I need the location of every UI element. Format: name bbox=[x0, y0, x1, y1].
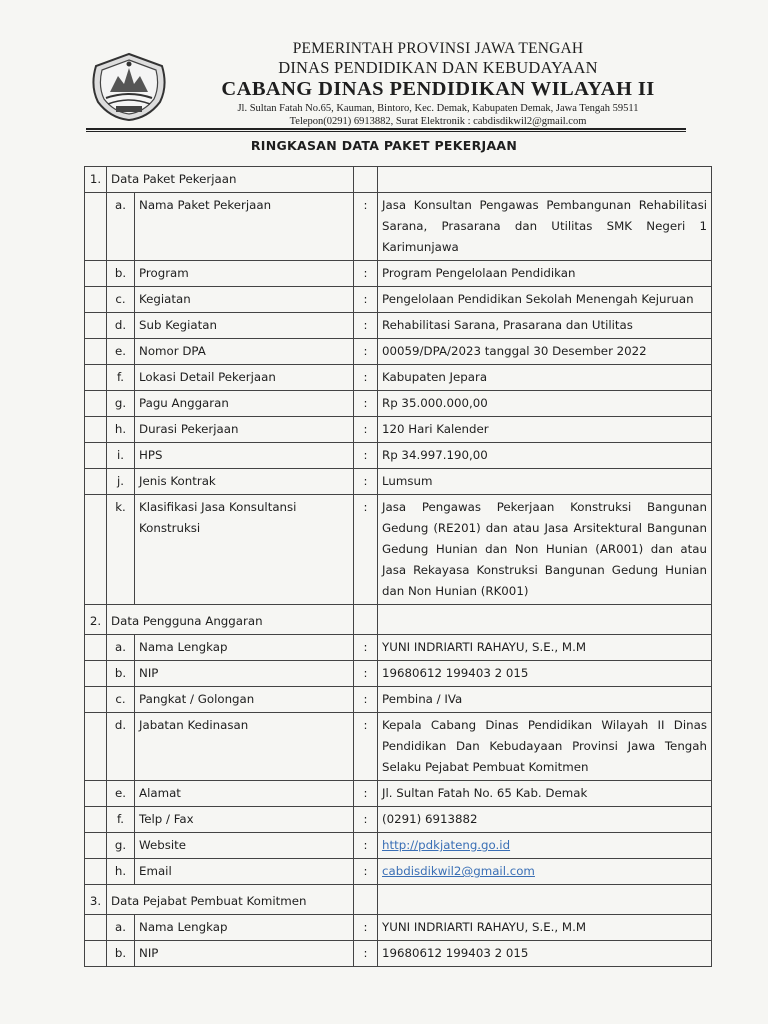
row-label: Website bbox=[135, 833, 354, 859]
row-number-cell bbox=[85, 833, 107, 859]
row-value bbox=[378, 313, 712, 339]
row-value bbox=[378, 495, 712, 605]
row-number-cell bbox=[85, 313, 107, 339]
table-row bbox=[85, 339, 712, 365]
row-number-cell bbox=[85, 635, 107, 661]
row-letter: h. bbox=[107, 417, 135, 443]
row-colon: : bbox=[354, 339, 378, 365]
row-value-text: 19680612 199403 2 015 bbox=[382, 946, 529, 960]
row-colon: : bbox=[354, 713, 378, 781]
row-letter: h. bbox=[107, 859, 135, 885]
row-value bbox=[378, 915, 712, 941]
row-number-cell bbox=[85, 193, 107, 261]
row-colon: : bbox=[354, 287, 378, 313]
row-number-cell bbox=[85, 417, 107, 443]
row-value-text: 19680612 199403 2 015 bbox=[382, 666, 529, 680]
row-letter: a. bbox=[107, 915, 135, 941]
row-label: Sub Kegiatan bbox=[135, 313, 354, 339]
row-value bbox=[378, 635, 712, 661]
row-value[interactable] bbox=[378, 859, 712, 885]
row-letter: c. bbox=[107, 687, 135, 713]
row-label: Alamat bbox=[135, 781, 354, 807]
row-label: Email bbox=[135, 859, 354, 885]
row-label: Telp / Fax bbox=[135, 807, 354, 833]
row-letter: e. bbox=[107, 781, 135, 807]
header-line-3: CABANG DINAS PENDIDIKAN WILAYAH II bbox=[221, 78, 655, 100]
row-letter: e. bbox=[107, 339, 135, 365]
section-value-cell bbox=[378, 605, 712, 635]
row-value-text: Kepala Cabang Dinas Pendidikan Wilayah II Dinas Pendidikan Dan Kebudayaan Provinsi Jawa Tengah Selaku Pejabat Pembuat Komitmen bbox=[382, 718, 707, 774]
table-row bbox=[85, 417, 712, 443]
row-value-text: (0291) 6913882 bbox=[382, 812, 478, 826]
row-value-link[interactable]: http://pdkjateng.go.id bbox=[382, 838, 511, 852]
row-number-cell bbox=[85, 941, 107, 967]
header-line-1: PEMERINTAH PROVINSI JAWA TENGAH bbox=[292, 40, 584, 57]
row-value bbox=[378, 261, 712, 287]
table-row bbox=[85, 365, 712, 391]
section-header-row bbox=[85, 885, 712, 915]
table-row bbox=[85, 635, 712, 661]
row-letter: c. bbox=[107, 287, 135, 313]
row-number-cell bbox=[85, 261, 107, 287]
row-number-cell bbox=[85, 391, 107, 417]
row-colon: : bbox=[354, 941, 378, 967]
table-row bbox=[85, 713, 712, 781]
row-label: Jabatan Kedinasan bbox=[135, 713, 354, 781]
letterhead bbox=[0, 0, 768, 140]
row-letter: d. bbox=[107, 313, 135, 339]
table-row bbox=[85, 941, 712, 967]
row-colon: : bbox=[354, 833, 378, 859]
section-header-row bbox=[85, 167, 712, 193]
row-label: NIP bbox=[135, 941, 354, 967]
row-value bbox=[378, 287, 712, 313]
row-value[interactable] bbox=[378, 833, 712, 859]
row-colon: : bbox=[354, 859, 378, 885]
table-row bbox=[85, 261, 712, 287]
row-letter: g. bbox=[107, 833, 135, 859]
row-value-text: Rehabilitasi Sarana, Prasarana dan Utilitas bbox=[382, 318, 633, 332]
row-label: Durasi Pekerjaan bbox=[135, 417, 354, 443]
row-colon: : bbox=[354, 687, 378, 713]
row-colon: : bbox=[354, 469, 378, 495]
table-row bbox=[85, 495, 712, 605]
row-number-cell bbox=[85, 339, 107, 365]
row-letter: f. bbox=[107, 365, 135, 391]
row-label: Klasifikasi Jasa Konsultansi Konstruksi bbox=[135, 495, 354, 605]
header-divider-thin bbox=[86, 131, 686, 132]
row-value-text: Rp 35.000.000,00 bbox=[382, 396, 488, 410]
row-colon: : bbox=[354, 193, 378, 261]
header-address: Jl. Sultan Fatah No.65, Kauman, Bintoro, Kec. Demak, Kabupaten Demak, Jawa Tengah 59511 bbox=[237, 103, 639, 114]
row-colon: : bbox=[354, 781, 378, 807]
row-label: Pangkat / Golongan bbox=[135, 687, 354, 713]
row-value bbox=[378, 687, 712, 713]
header-contact: Telepon(0291) 6913882, Surat Elektronik : cabdisdikwil2@gmail.com bbox=[289, 116, 587, 127]
section-number: 1. bbox=[85, 167, 107, 193]
row-value bbox=[378, 339, 712, 365]
row-letter: a. bbox=[107, 635, 135, 661]
table-row bbox=[85, 661, 712, 687]
row-colon: : bbox=[354, 635, 378, 661]
table-row bbox=[85, 443, 712, 469]
row-number-cell bbox=[85, 661, 107, 687]
row-number-cell bbox=[85, 495, 107, 605]
row-label: Pagu Anggaran bbox=[135, 391, 354, 417]
row-value-text: Pembina / IVa bbox=[382, 692, 463, 706]
row-value bbox=[378, 193, 712, 261]
section-colon-cell bbox=[354, 885, 378, 915]
row-number-cell bbox=[85, 807, 107, 833]
table-row bbox=[85, 469, 712, 495]
table-row bbox=[85, 313, 712, 339]
row-colon: : bbox=[354, 391, 378, 417]
row-letter: j. bbox=[107, 469, 135, 495]
row-colon: : bbox=[354, 313, 378, 339]
row-label: NIP bbox=[135, 661, 354, 687]
table-row bbox=[85, 915, 712, 941]
row-value bbox=[378, 469, 712, 495]
row-letter: b. bbox=[107, 661, 135, 687]
row-value bbox=[378, 443, 712, 469]
section-number: 3. bbox=[85, 885, 107, 915]
row-value-text: Jasa Pengawas Pekerjaan Konstruksi Bangunan Gedung (RE201) dan atau Jasa Arsitektural Bangunan Gedung Hunian dan Non Hunian (AR001) dan atau Jasa Rekayasa Konstruksi Bangunan Gedung Hunian dan Non Hunian (RK001) bbox=[382, 500, 707, 598]
row-number-cell bbox=[85, 469, 107, 495]
row-value-text: Jl. Sultan Fatah No. 65 Kab. Demak bbox=[382, 786, 588, 800]
row-colon: : bbox=[354, 495, 378, 605]
row-letter: k. bbox=[107, 495, 135, 605]
row-label: Nama Paket Pekerjaan bbox=[135, 193, 354, 261]
section-colon-cell bbox=[354, 167, 378, 193]
row-value bbox=[378, 417, 712, 443]
section-label: Data Paket Pekerjaan bbox=[107, 167, 354, 193]
row-value bbox=[378, 365, 712, 391]
row-letter: d. bbox=[107, 713, 135, 781]
row-label: Nama Lengkap bbox=[135, 635, 354, 661]
row-value-text: Program Pengelolaan Pendidikan bbox=[382, 266, 576, 280]
table-row bbox=[85, 781, 712, 807]
section-value-cell bbox=[378, 885, 712, 915]
table-row bbox=[85, 859, 712, 885]
row-letter: a. bbox=[107, 193, 135, 261]
row-number-cell bbox=[85, 713, 107, 781]
table-row bbox=[85, 391, 712, 417]
row-value-text: Pengelolaan Pendidikan Sekolah Menengah Kejuruan bbox=[382, 292, 694, 306]
row-value-text: 120 Hari Kalender bbox=[382, 422, 489, 436]
header-line-2: DINAS PENDIDIKAN DAN KEBUDAYAAN bbox=[278, 58, 598, 77]
row-letter: b. bbox=[107, 941, 135, 967]
row-value bbox=[378, 807, 712, 833]
row-colon: : bbox=[354, 807, 378, 833]
row-colon: : bbox=[354, 417, 378, 443]
row-number-cell bbox=[85, 915, 107, 941]
table-row bbox=[85, 193, 712, 261]
row-value bbox=[378, 661, 712, 687]
row-value-link[interactable]: cabdisdikwil2@gmail.com bbox=[382, 864, 535, 878]
row-value bbox=[378, 781, 712, 807]
section-value-cell bbox=[378, 167, 712, 193]
row-colon: : bbox=[354, 443, 378, 469]
row-colon: : bbox=[354, 261, 378, 287]
row-label: Kegiatan bbox=[135, 287, 354, 313]
row-label: Nama Lengkap bbox=[135, 915, 354, 941]
row-number-cell bbox=[85, 859, 107, 885]
section-header-row bbox=[85, 605, 712, 635]
row-letter: i. bbox=[107, 443, 135, 469]
row-colon: : bbox=[354, 365, 378, 391]
row-number-cell bbox=[85, 781, 107, 807]
row-value bbox=[378, 713, 712, 781]
row-value-text: Kabupaten Jepara bbox=[382, 370, 488, 384]
document-title: RINGKASAN DATA PAKET PEKERJAAN bbox=[250, 138, 518, 153]
header-divider-thick bbox=[86, 128, 686, 130]
row-letter: f. bbox=[107, 807, 135, 833]
section-number: 2. bbox=[85, 605, 107, 635]
row-number-cell bbox=[85, 365, 107, 391]
row-number-cell bbox=[85, 443, 107, 469]
table-row bbox=[85, 687, 712, 713]
table-row bbox=[85, 807, 712, 833]
section-label: Data Pengguna Anggaran bbox=[107, 605, 354, 635]
row-colon: : bbox=[354, 915, 378, 941]
row-value-text: YUNI INDRIARTI RAHAYU, S.E., M.M bbox=[382, 640, 587, 654]
row-value bbox=[378, 391, 712, 417]
row-number-cell bbox=[85, 687, 107, 713]
row-letter: g. bbox=[107, 391, 135, 417]
row-label: Nomor DPA bbox=[135, 339, 354, 365]
row-number-cell bbox=[85, 287, 107, 313]
row-label: HPS bbox=[135, 443, 354, 469]
row-label: Jenis Kontrak bbox=[135, 469, 354, 495]
section-colon-cell bbox=[354, 605, 378, 635]
row-colon: : bbox=[354, 661, 378, 687]
row-value-text: 00059/DPA/2023 tanggal 30 Desember 2022 bbox=[382, 344, 647, 358]
table-row bbox=[85, 287, 712, 313]
row-value-text: Rp 34.997.190,00 bbox=[382, 448, 488, 462]
summary-table bbox=[84, 166, 712, 967]
row-letter: b. bbox=[107, 261, 135, 287]
section-label: Data Pejabat Pembuat Komitmen bbox=[107, 885, 354, 915]
row-value-text: Jasa Konsultan Pengawas Pembangunan Rehabilitasi Sarana, Prasarana dan Utilitas SMK Negeri 1 Karimunjawa bbox=[382, 198, 707, 254]
row-label: Program bbox=[135, 261, 354, 287]
row-label: Lokasi Detail Pekerjaan bbox=[135, 365, 354, 391]
row-value bbox=[378, 941, 712, 967]
provincial-emblem-icon bbox=[88, 50, 170, 122]
row-value-text: YUNI INDRIARTI RAHAYU, S.E., M.M bbox=[382, 920, 587, 934]
table-row bbox=[85, 833, 712, 859]
row-value-text: Lumsum bbox=[382, 474, 433, 488]
